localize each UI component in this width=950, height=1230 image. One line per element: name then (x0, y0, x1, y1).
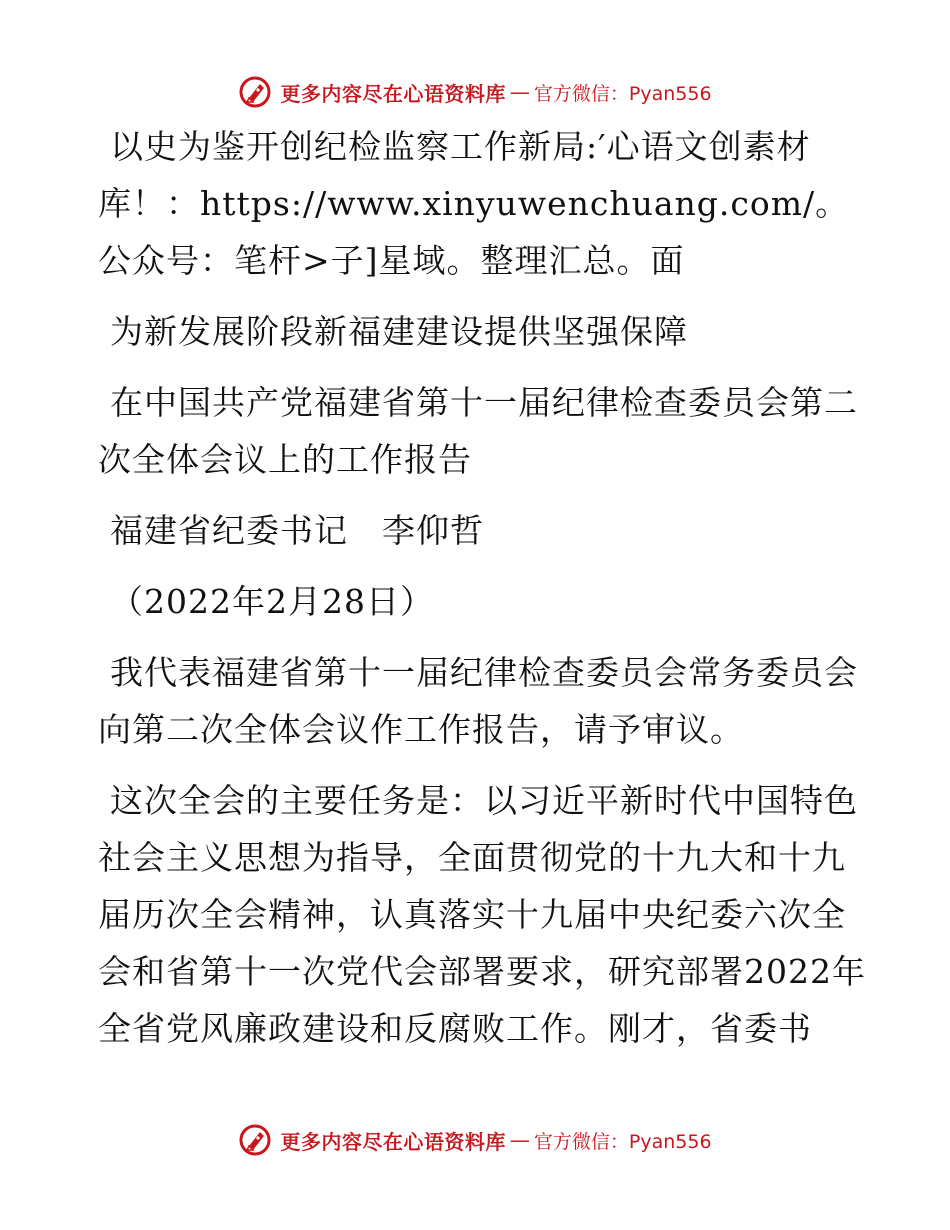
date-line: （2022年2月28日） (110, 582, 434, 621)
watermark-main-text: 更多内容尽在心语资料库 (280, 1129, 506, 1154)
document-body (98, 118, 868, 1071)
footer-watermark-banner (0, 1118, 950, 1162)
body-paragraph: 这次全会的主要任务是：以习近平新时代中国特色社会主义思想为指导，全面贯彻党的十九大和十九届历次全会精神，认真落实十九届中央纪委六次全会和省第十一次党代会部署要求，研究部署2022年全省党风廉政建设和反腐败工作。刚才，省委书 (98, 781, 866, 1048)
watermark-separator: — (509, 1128, 530, 1152)
author-line: 福建省纪委书记 李仰哲 (110, 511, 484, 550)
body-paragraph: 我代表福建省第十一届纪律检查委员会常务委员会向第二次全体会议作工作报告，请予审议。 (98, 653, 858, 749)
watermark-separator: — (509, 80, 530, 104)
pen-nib-logo-icon (238, 75, 272, 109)
report-subtitle: 在中国共产党福建省第十一届纪律检查委员会第二次全体会议上的工作报告 (98, 383, 858, 479)
watermark-wechat-text: 官方微信：Pyan556 (533, 82, 712, 105)
watermark-wechat-text: 官方微信：Pyan556 (533, 1130, 712, 1153)
intro-paragraph: 以史为鉴开创纪检监察工作新局:′心语文创素材库！：https://www.xinyuwenchuang.com/。公众号：笔杆>子]星域。整理汇总。面 (98, 127, 850, 280)
watermark-main-text: 更多内容尽在心语资料库 (280, 81, 506, 106)
report-title: 为新发展阶段新福建建设提供坚强保障 (110, 312, 688, 351)
pen-nib-logo-icon (238, 1123, 272, 1157)
header-watermark-banner (0, 70, 950, 114)
